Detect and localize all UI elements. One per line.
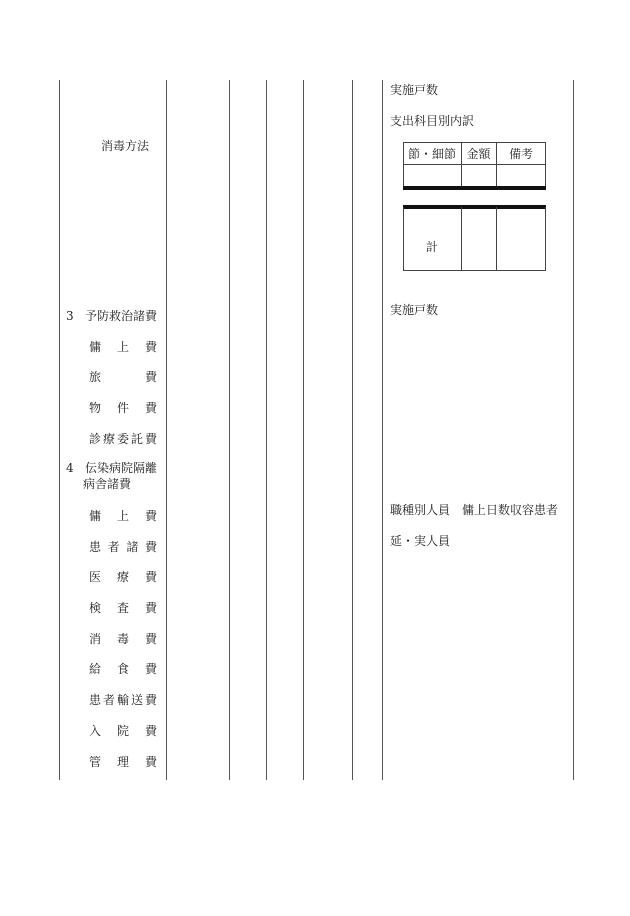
expense-item: 医療費 (89, 570, 157, 584)
total-label: 計 (425, 240, 438, 254)
section-number: 4 (66, 461, 74, 475)
column-border (266, 80, 267, 780)
expense-item: 傭上費 (89, 509, 157, 523)
expense-item: 旅費 (89, 370, 157, 384)
column-border (352, 80, 353, 780)
expense-item: 傭上費 (89, 340, 157, 354)
expense-item: 診療委託費 (89, 432, 157, 446)
breakdown-title: 支出科目別内訳 (390, 114, 475, 128)
section-title: 予防救治諸費 (85, 309, 158, 323)
column-border (59, 80, 60, 780)
section-number: 3 (66, 309, 74, 323)
header-section: 節・細節 (407, 147, 456, 161)
column-border (229, 80, 230, 780)
expense-item: 管理費 (89, 755, 157, 769)
expense-item: 患者輸送費 (89, 693, 157, 707)
staff-label: 職種別人員 傭上日数収容患者 (390, 503, 559, 517)
section-title: 伝染病院隔離 (85, 461, 158, 475)
staff-label-cont: 延・実人員 (390, 534, 451, 548)
column-border (303, 80, 304, 780)
column-border (573, 80, 574, 780)
column-border (382, 80, 383, 780)
column-border (166, 80, 167, 780)
expense-item: 入院費 (89, 724, 157, 738)
header-amount: 金額 (466, 147, 491, 161)
households-label: 実施戸数 (390, 303, 439, 317)
expense-item: 給食費 (89, 662, 157, 676)
expense-item: 物件費 (89, 401, 157, 415)
expense-item: 患者諸費 (89, 540, 157, 554)
expense-item: 消毒費 (89, 632, 157, 646)
disinfection-method-label: 消毒方法 (101, 139, 150, 153)
header-remarks: 備考 (508, 147, 533, 161)
expense-item: 検査費 (89, 601, 157, 615)
households-label: 実施戸数 (390, 83, 439, 97)
section-title-cont: 病舎諸費 (83, 477, 132, 491)
table-break-line (403, 186, 546, 190)
